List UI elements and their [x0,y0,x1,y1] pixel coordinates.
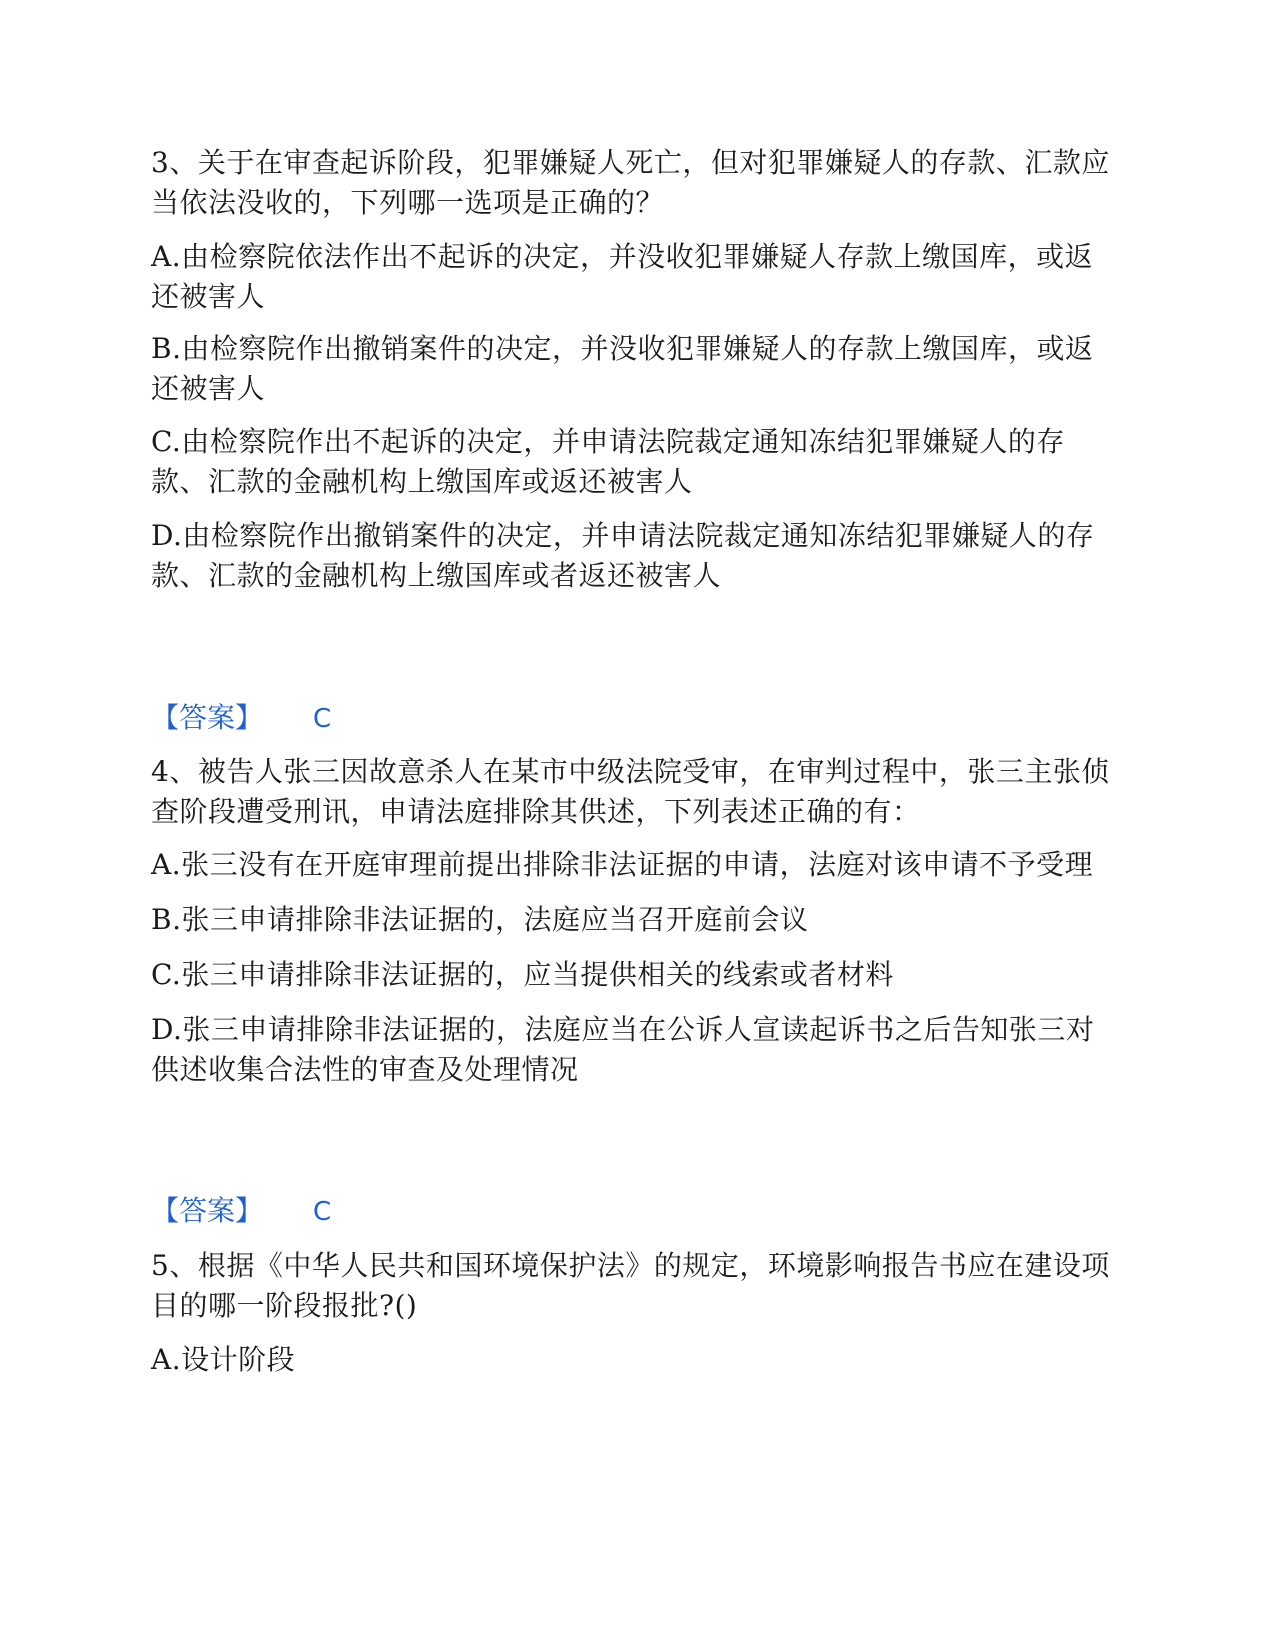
question-3-option-d: D.由检察院作出撤销案件的决定，并申请法院裁定通知冻结犯罪嫌疑人的存款、汇款的金融机构上缴国库或者返还被害人 [151,519,1095,592]
question-4-stem: 4、被告人张三因故意杀人在某市中级法院受审，在审判过程中，张三主张侦查阶段遭受刑讯，申请法庭排除其供述，下列表述正确的有： [151,755,1110,828]
answer-label: 【答案】 [151,1194,264,1227]
question-4-option-b: B.张三申请排除非法证据的，法庭应当召开庭前会议 [151,903,809,936]
answer-value: C [313,704,332,734]
answer-value: C [313,1197,332,1227]
question-3-option-c: C.由检察院作出不起诉的决定，并申请法院裁定通知冻结犯罪嫌疑人的存款、汇款的金融机构上缴国库或返还被害人 [151,425,1065,498]
question-5-option-a: A.设计阶段 [151,1343,296,1376]
question-5-stem: 5、根据《中华人民共和国环境保护法》的规定，环境影响报告书应在建设项目的哪一阶段报批?() [151,1249,1110,1322]
question-4-option-c: C.张三申请排除非法证据的，应当提供相关的线索或者材料 [151,958,894,991]
question-3-answer [151,698,331,739]
question-4-option-d: D.张三申请排除非法证据的，法庭应当在公诉人宣读起诉书之后告知张三对供述收集合法性的审查及处理情况 [151,1013,1095,1086]
question-3-option-a: A.由检察院依法作出不起诉的决定，并没收犯罪嫌疑人存款上缴国库，或返还被害人 [151,240,1094,313]
answer-label: 【答案】 [151,701,264,734]
question-3-option-b: B.由检察院作出撤销案件的决定，并没收犯罪嫌疑人的存款上缴国库，或返还被害人 [151,332,1094,405]
question-3-stem: 3、关于在审查起诉阶段，犯罪嫌疑人死亡，但对犯罪嫌疑人的存款、汇款应当依法没收的，下列哪一选项是正确的？ [151,146,1110,219]
question-4-answer [151,1191,331,1232]
question-4-option-a: A.张三没有在开庭审理前提出排除非法证据的申请，法庭对该申请不予受理 [151,848,1094,881]
